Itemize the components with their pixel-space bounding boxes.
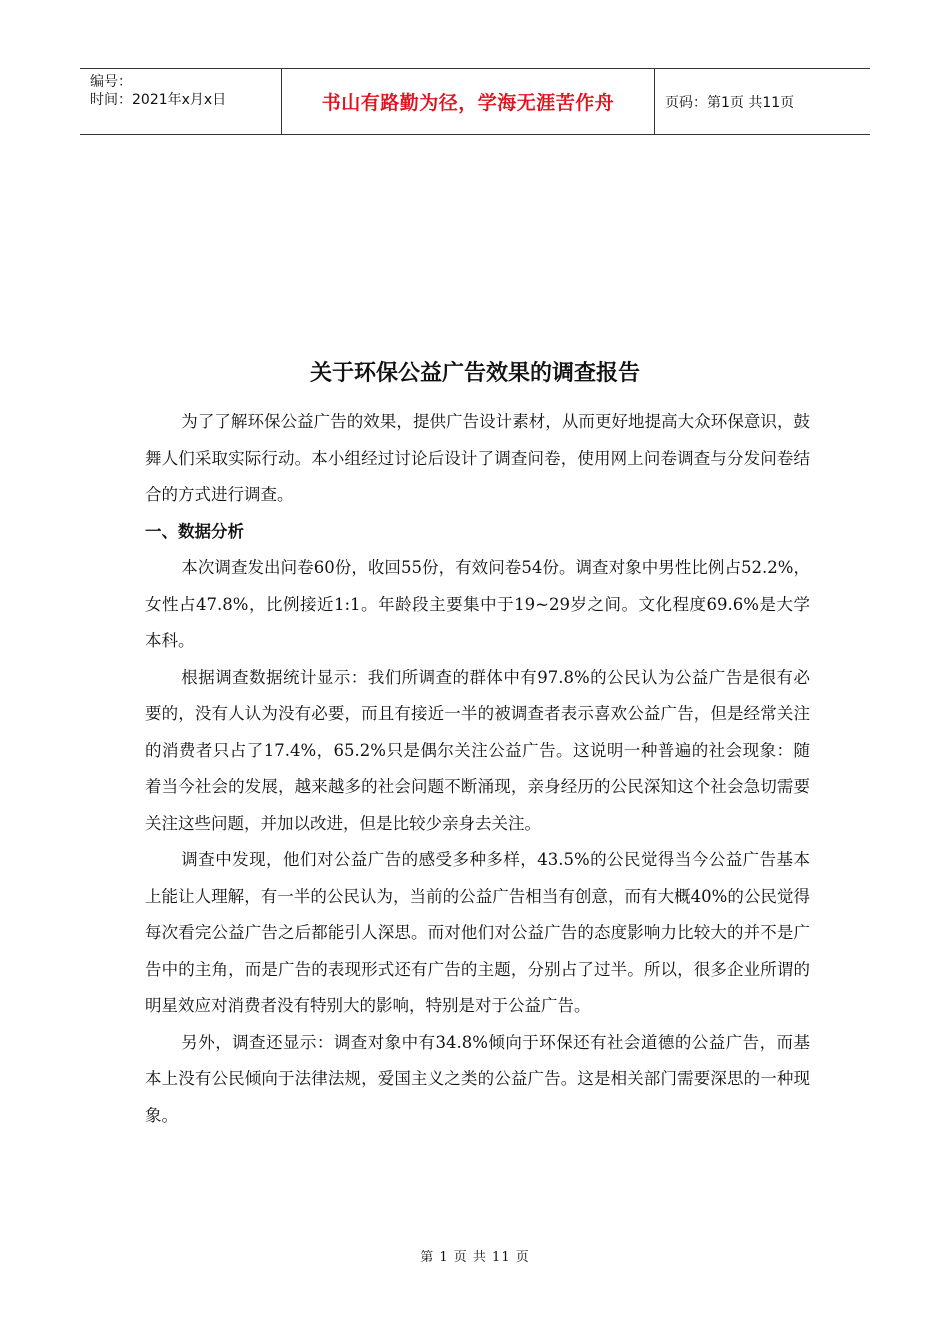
page-header: [80, 68, 870, 135]
page-footer: 第 1 页 共 11 页: [420, 1250, 530, 1265]
body-paragraph: 本次调查发出问卷60份，收回55份，有效问卷54份。调查对象中男性比例占52.2%，女性占47.8%，比例接近1:1。年龄段主要集中于19~29岁之间。文化程度69.6%是大学本科。: [145, 558, 810, 650]
header-meta: [80, 69, 282, 134]
document-title: 关于环保公益广告效果的调查报告: [309, 361, 640, 386]
body-paragraph: 调查中发现，他们对公益广告的感受多种多样，43.5%的公民觉得当今公益广告基本上能让人理解，有一半的公民认为，当前的公益广告相当有创意，而有大概40%的公民觉得每次看完公益广告之后都能引人深思。而对他们对公益广告的态度影响力比较大的并不是广告中的主角，而是广告的表现形式还有广告的主题，分别占了过半。所以，很多企业所谓的明星效应对消费者没有特别大的影响，特别是对于公益广告。: [145, 850, 810, 1015]
serial-number-label: 编号：: [90, 74, 132, 90]
body-paragraph: 另外，调查还显示：调查对象中有34.8%倾向于环保还有社会道德的公益广告，而基本上没有公民倾向于法律法规，爱国主义之类的公益广告。这是相关部门需要深思的一种现象。: [145, 1032, 810, 1125]
intro-paragraph: 为了了解环保公益广告的效果，提供广告设计素材，从而更好地提高大众环保意识，鼓舞人们采取实际行动。本小组经过讨论后设计了调查问卷，使用网上问卷调查与分发问卷结合的方式进行调查。: [145, 412, 810, 504]
document-body: [145, 404, 810, 1134]
header-motto: 书山有路勤为径，学海无涯苦作舟: [282, 69, 655, 134]
date-label: 时间：2021年x月x日: [90, 92, 227, 108]
section-heading: 一、数据分析: [145, 521, 244, 541]
body-paragraph: 根据调查数据统计显示：我们所调查的群体中有97.8%的公民认为公益广告是很有必要的，没有人认为没有必要，而且有接近一半的被调查者表示喜欢公益广告，但是经常关注的消费者只占了17.4%，65.2%只是偶尔关注公益广告。这说明一种普遍的社会现象：随着当今社会的发展，越来越多的社会问题不断涌现，亲身经历的公民深知这个社会急切需要关注这些问题，并加以改进，但是比较少亲身去关注。: [145, 667, 810, 833]
header-page-info: 页码：第1页 共11页: [665, 94, 795, 111]
